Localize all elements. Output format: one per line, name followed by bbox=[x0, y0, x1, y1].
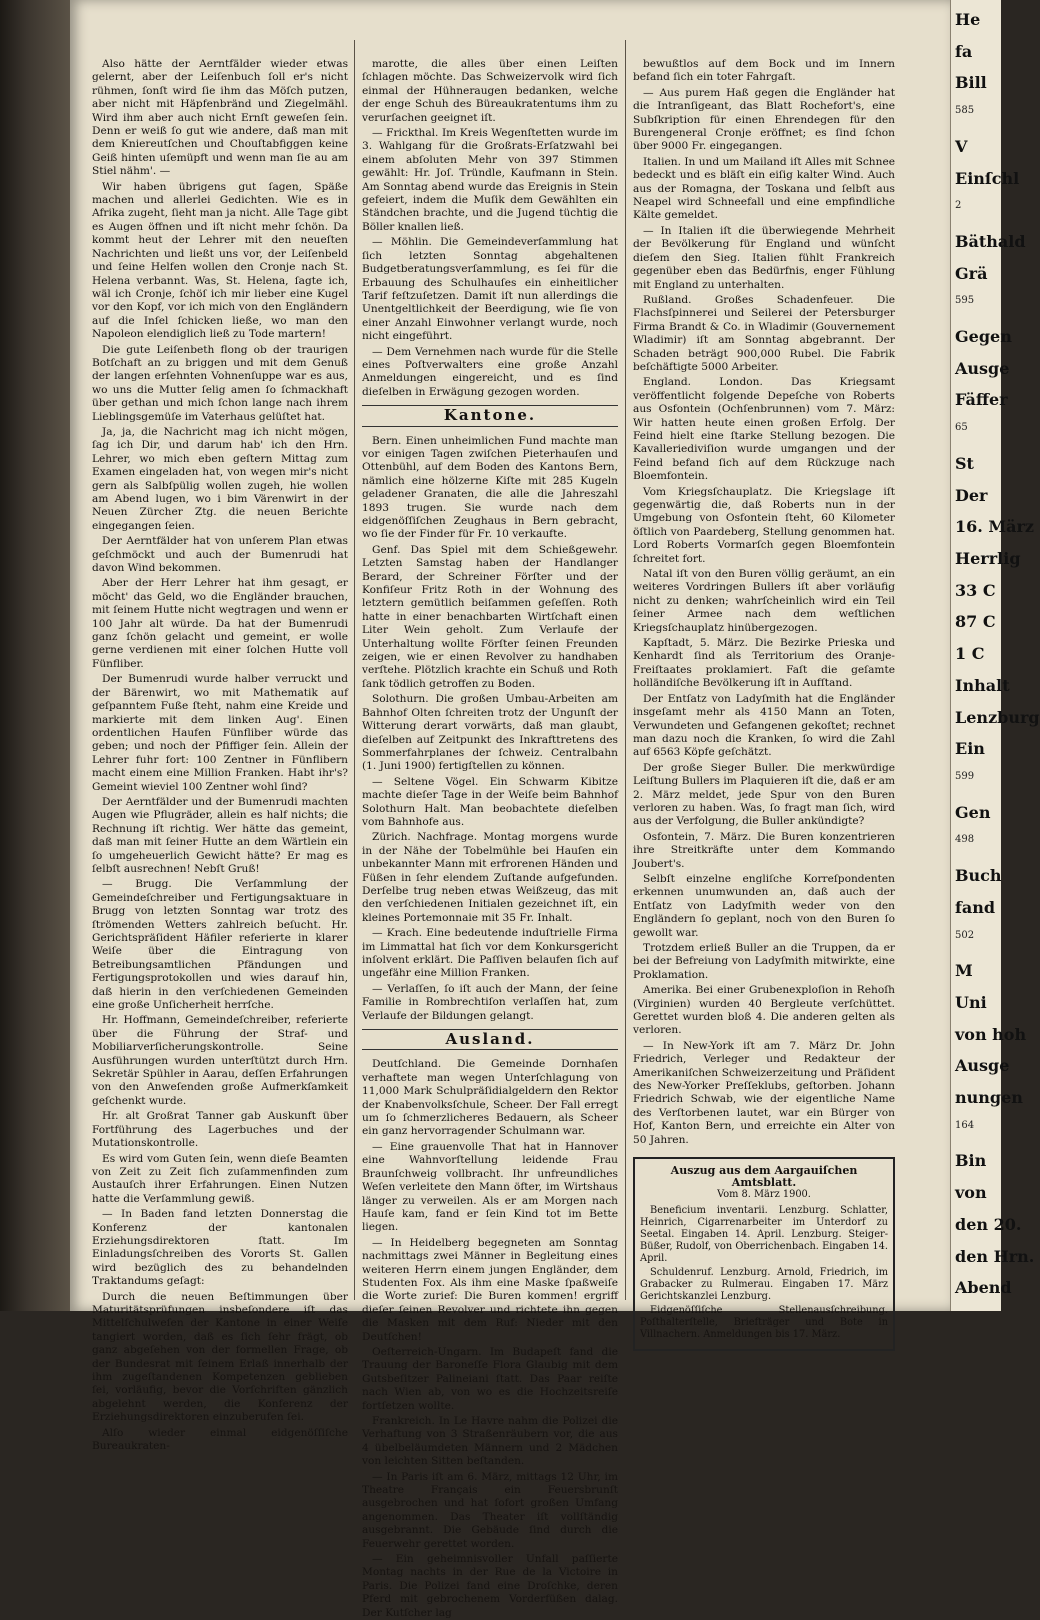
adjacent-page-fragment: Grä bbox=[955, 263, 988, 283]
article-paragraph: — In Italien iſt die überwiegende Mehrheit der Bevölkerung für England und wünſcht dieſem den Sieg. Italien fühlt Frankreich gegenüber eben das Bedürfnis, enger Fühlung mit England zu unterhalten. bbox=[633, 224, 895, 291]
article-paragraph: Rußland. Großes Schadenfeuer. Die Flachsſpinnerei und Seilerei der Petersburger Firma Brandt & Co. in Wladimir (Gouvernement Wladimir) iſt am Sonntag abgebrannt. Der Schaden beträgt 900,000 Rubel. Die Fabrik beſchäftigte 5000 Arbeiter. bbox=[633, 293, 895, 373]
article-paragraph: Es wird vom Guten ſein, wenn dieſe Beamten von Zeit zu Zeit ſich zuſammenfinden zum Austauſch ihrer Erfahrungen. Einen Nutzen hatte die Verſammlung gewiß. bbox=[92, 1152, 348, 1205]
adjacent-page-fragment: Der bbox=[955, 485, 988, 505]
adjacent-page-fragment: 65 bbox=[955, 422, 968, 434]
adjacent-page-fragment: Einſchl bbox=[955, 168, 1020, 188]
article-paragraph: Frankreich. In Le Havre nahm die Polizei die Verhaftung von 3 Straßenräubern vor, die aus 4 übelbeläumdeten Männern und 2 Mädchen von leichten Sitten beſtanden. bbox=[362, 1415, 618, 1468]
adjacent-page-fragment: 599 bbox=[955, 770, 975, 782]
article-paragraph: — In Baden fand letzten Donnerstag die Konferenz der kantonalen Erziehungsdirektoren ſtatt. Im Einladungsſchreiben des Vororts St. Gallen wird bezüglich des zu behandelnden Traktandums geſagt: bbox=[92, 1208, 348, 1288]
article-paragraph: Oeſterreich-Ungarn. Im Budapeſt fand die Trauung der Baroneſſe Flora Glaubig mit dem Gutsbeſitzer Palineiani ſtatt. Das Paar reiſte nach Wien ab, von wo es die Hochzeitsreiſe fortſetzen wollte. bbox=[362, 1345, 618, 1412]
article-paragraph: Der Bumenrudi wurde halber verruckt und der Bärenwirt, wo mit Mathematik auf geſpanntem Fuße ſteht, nahm eine Kreide und markierte mit dem linken Aug'. Einen ordentlichen Haufen Fünfliber würde das geben; und noch der Pfiffiger ſein. Allein der Lehrer fuhr fort: 100 Zentner in Fünflibern macht einem eine Million Franken. Habt ihr's? Gemeint wieviel 100 Zentner wohl ſind? bbox=[92, 673, 348, 793]
article-paragraph: — Frickthal. Im Kreis Wegenſtetten wurde im 3. Wahlgang für die Großrats-Erſatzwahl bei einem abſoluten Mehr von 397 Stimmen gewählt: Hr. Joſ. Tründle, Kaufmann in Stein. Am Sonntag abend wurde das Ereignis in Stein gefeiert, indem die Muſik dem Gewählten ein Ständchen brachte, und die Jugend tüchtig die Böller knallen ließ. bbox=[362, 127, 618, 233]
scan-binding-edge bbox=[0, 0, 70, 1311]
article-paragraph: Beneficium inventarii. Lenzburg. Schlatter, Heinrich, Cigarrenarbeiter im Unterdorf zu Seetal. Eingaben 14. April. Lenzburg. Steiger-Büßer, Rudolf, von Oberrichenbach. Eingaben 14. April. bbox=[640, 1205, 888, 1265]
article-paragraph: Der Aerntfälder hat von unſerem Plan etwas geſchmöckt und auch der Bumenrudi hat davon Wind bekommen. bbox=[92, 535, 348, 575]
notice-date: Vom 8. März 1900. bbox=[717, 1189, 811, 1201]
adjacent-page-fragment: 585 bbox=[955, 105, 975, 117]
adjacent-page-fragment: den 20. bbox=[955, 1214, 1022, 1234]
adjacent-page-fragment: von hoh bbox=[955, 1024, 1027, 1044]
article-paragraph: Die gute Leiſenbeth flong ob der traurigen Botſchaft an zu briggen und mit dem Genuß der langen erſehnten Vohnenſuppe war es aus, wo uns die Mutter ſelig amen ſo ſchmackhaft über gethan und mich ſchon lange nach ihrem Lieblingsgemüſe im Vaterhaus gelüſtet hat. bbox=[92, 343, 348, 423]
adjacent-page-fragment: Gen bbox=[955, 802, 991, 822]
adjacent-page-fragment: 87 C bbox=[955, 612, 996, 632]
column-2 bbox=[362, 58, 618, 1619]
article-paragraph: Hr. Hoffmann, Gemeindeſchreiber, referierte über die Führung der Straf- und Mobiliarverſicherungskontrolle. Seine Ausführungen wurden unterſtützt durch Hrn. Sekretär Spühler in Aarau, deſſen Erfahrungen von den Anweſenden große Aufmerkſamkeit geſchenkt wurde. bbox=[92, 1014, 348, 1107]
article-paragraph: Alſo wieder einmal eidgenöſſiſche Bureaukraten- bbox=[92, 1426, 348, 1453]
adjacent-page-fragment: fa bbox=[955, 41, 973, 61]
column-divider bbox=[625, 40, 626, 1300]
column-3 bbox=[633, 58, 895, 1341]
article-paragraph: — Aus purem Haß gegen die Engländer hat die Intranſigeant, das Blatt Rochefort's, eine Subſkription für einen Ehrendegen für den Burengeneral Cronje eröffnet; es ſind ſchon über 9000 Fr. eingegangen. bbox=[633, 86, 895, 153]
adjacent-page-fragment: Uni bbox=[955, 992, 987, 1012]
article-paragraph: Deutſchland. Die Gemeinde Dornhaſen verhaftete man wegen Unterſchlagung von 11,000 Mark Schulpräſidialgeldern den Rektor der Knabenvolksſchule, Scheer. Der Fall erregt um ſo ſchmerzlicheres Bedauern, als Scheer ein ganz hervorragender Schulmann war. bbox=[362, 1058, 618, 1138]
adjacent-page-fragment: fand bbox=[955, 897, 996, 917]
article-paragraph: — In Heidelberg begegneten am Sonntag nachmittags zwei Männer in Begleitung eines weiteren Herrn einem jungen Engländer, dem Studenten Fox. Als ihm eine Maske ſpaßweiſe die Worte zurief: Die Buren kommen! ergriff dieſer ſeinen Revolver und richtete ihn gegen die Masken mit dem Ruf: Nieder mit den Deutſchen! bbox=[362, 1236, 618, 1343]
adjacent-page-fragment: 16. März bbox=[955, 517, 1034, 537]
article-paragraph: bewußtlos auf dem Bock und im Innern befand ſich ein toter Fahrgaſt. bbox=[633, 58, 895, 84]
adjacent-page-fragment: Abend bbox=[955, 1278, 1012, 1298]
article-paragraph: Amerika. Bei einer Grubenexploſion in Rehoſh (Virginien) wurden 40 Bergleute verſchüttet. Gerettet wurden bloß 4. Die anderen gelten als verloren. bbox=[633, 984, 895, 1037]
article-paragraph: — Seltene Vögel. Ein Schwarm Kibitze machte dieſer Tage in der Weiſe beim Bahnhof Solothurn Halt. Man beobachtete dieſelben vom Bahnhofe aus. bbox=[362, 775, 618, 828]
article-paragraph: Italien. In und um Mailand iſt Alles mit Schnee bedeckt und es bläſt ein eiſig kalter Wind. Auch aus der Romagna, der Toskana und ſelbſt aus Neapel wird Schneefall und eine empfindliche Kälte gemeldet. bbox=[633, 155, 895, 222]
article-paragraph: Genf. Das Spiel mit dem Schießgewehr. Letzten Samstag haben der Handlanger Berard, der Schreiner Förſter und der Konfiſeur Fritz Roth in der Wohnung des letztern gemütlich beiſammen geſeſſen. Roth hatte in einer benachbarten Wirtſchaft einen Liter Wein geholt. Zum Verlaufe der Unterhaltung wollte Förſter ſeinen Freunden zeigen, wie er einen Revolver zu handhaben verſtehe. Plötzlich krachte ein Schuß und Roth ſank tödlich getroffen zu Boden. bbox=[362, 543, 618, 690]
article-paragraph: Solothurn. Die großen Umbau-Arbeiten am Bahnhof Olten ſchreiten trotz der Ungunſt der Witterung derart vorwärts, daß man glaubt, dieſelben auf Zeitpunkt des Inkrafttretens des Sommerfahrplanes der ſchweiz. Centralbahn (1. Juni 1900) fertigſtellen zu können. bbox=[362, 693, 618, 773]
newspaper-page bbox=[70, 0, 950, 1619]
article-paragraph: Kapſtadt, 5. März. Die Bezirke Prieska und Kenhardt ſind als Territorium des Oranje-Freiſtaates proklamiert. Faſt die geſamte holländiſche Bevölkerung iſt in Aufſtand. bbox=[633, 637, 895, 690]
adjacent-page-fragment: He bbox=[955, 10, 981, 29]
section-heading-ausland: Ausland. bbox=[362, 1029, 618, 1050]
article-paragraph: Eidgenöſſiſche Stellenausſchreibung. Poſthalterſtelle, Briefträger und Bote in Villnachern. Anmeldungen bis 17. März. bbox=[640, 1305, 888, 1341]
article-paragraph: Trotzdem erließ Buller an die Truppen, da er bei der Befreiung von Ladyſmith mitwirkte, eine Proklamation. bbox=[633, 942, 895, 981]
adjacent-page-fragment: Ein bbox=[955, 739, 985, 759]
article-paragraph: Ja, ja, die Nachricht mag ich nicht mögen, ſag ich Dir, und darum hab' ich den Hrn. Lehrer, wo mich eben geſtern Mittag zum Examen eingeladen hat, von wegen mir's nicht gern als Salbſpülig wollen zugeh, hie wollen am Abend lugen, wo i bim Värenwirt in der Neuen Zürcher Ztg. die neuen Berichte eingegangen ſeien. bbox=[92, 425, 348, 532]
adjacent-page-fragment: nungen bbox=[955, 1088, 1023, 1108]
adjacent-page-fragment: Ausge bbox=[955, 358, 1010, 378]
article-paragraph: Der Entſatz von Ladyſmith hat die Engländer insgeſamt mehr als 4150 Mann an Toten, Verwundeten und Gefangenen gekoſtet; rechnet man dazu noch die Kranken, ſo wird die Zahl auf 6563 Köpfe geſchätzt. bbox=[633, 692, 895, 759]
article-paragraph: England. London. Das Kriegsamt veröffentlicht folgende Depeſche von Roberts aus Osfontein (Ochſenbrunnen) vom 7. März: Wir hatten heute einen großen Erfolg. Der Feind hielt eine ſtarke Stellung bezogen. Die Kavalleriediviſion wurde umgangen und der Feind befand ſich auf dem Rückzuge nach Bloemfontein. bbox=[633, 376, 895, 483]
article-paragraph: — Krach. Eine bedeutende induſtrielle Firma im Limmattal hat ſich vor dem Konkursgericht inſolvent erklärt. Die Paſſiven belaufen ſich auf ungefähr eine Million Franken. bbox=[362, 927, 618, 980]
article-paragraph: Der Aerntfälder und der Bumenrudi machten Augen wie Pflugräder, allein es half nichts; die Rechnung iſt richtig. Wer hätte das gemeint, daß man mit ſeiner Hutte an dem Wärtlein ein ſo umgeheuerlich Gewicht hätte? Er mag es ſelbſt ausrechnen! Nebſt Gruß! bbox=[92, 795, 348, 875]
adjacent-page-fragment: 33 C bbox=[955, 580, 996, 600]
adjacent-page-fragment: Herrlig bbox=[955, 549, 1021, 569]
adjacent-page-fragment: Lenzburg bbox=[955, 707, 1040, 727]
adjacent-page-fragment: V bbox=[955, 136, 968, 156]
article-paragraph: — Dem Vernehmen nach wurde für die Stelle eines Poſtverwalters eine große Anzahl Anmeldungen eingereicht, und es ſind dieſelben in Erwägung gezogen worden. bbox=[362, 345, 618, 398]
article-paragraph: Hr. alt Großrat Tanner gab Auskunft über Fortführung des Lagerbuches und der Mutationskontrolle. bbox=[92, 1110, 348, 1150]
section-heading-kantone: Kantone. bbox=[362, 405, 618, 426]
adjacent-page-fragment: 498 bbox=[955, 834, 975, 846]
article-paragraph: marotte, die alles über einen Leiſten ſchlagen möchte. Das Schweizervolk wird ſich einmal der Hühneraugen bedanken, welche der enge Schuh des Büreaukratentums ihm zu verurſachen geeignet iſt. bbox=[362, 58, 618, 124]
adjacent-page-fragment: 502 bbox=[955, 929, 975, 941]
adjacent-page-fragment: den Hrn. bbox=[955, 1246, 1035, 1266]
adjacent-page-fragment: 1 C bbox=[955, 644, 985, 664]
adjacent-page-fragment: Inhalt bbox=[955, 675, 1010, 695]
article-paragraph: — Möhlin. Die Gemeindeverſammlung hat ſich letzten Sonntag abgehaltenen Budgetberatungsverſammlung, es ſei für die Erbauung des Schulhauſes ein einheitlicher Tarif feſtzuſetzen. Damit iſt nun allerdings die Unentgeltlichkeit der Beerdigung, wie ſie von einer Anzahl Einwohner verlangt wurde, noch nicht eingeführt. bbox=[362, 236, 618, 343]
notice-title: Auszug aus dem Aargauiſchen Amtsblatt. bbox=[670, 1164, 858, 1190]
article-paragraph: Natal iſt von den Buren völlig geräumt, an ein weiteres Vordringen Bullers iſt aber vorläufig nicht zu denken; wahrſcheinlich wird ein Teil ſeiner Armee nach dem weſtlichen Kriegsſchauplatz hinübergezogen. bbox=[633, 568, 895, 634]
article-paragraph: Also hätte der Aerntfälder wieder etwas gelernt, aber der Leiſenbuch ſoll er's nicht rühmen, ſonſt wird ſie ihm das Möſch putzen, aber nicht mit Häpfenbränd und Ziegelmähl. Wird ihm aber auch nicht Ernſt geweſen ſein. Denn er weiß ſo gut wie andere, daß man mit dem Kniereutſchen und Chouſtabfiggen keine Geiß hinten uſemüpft und wenn man ſie au am Stiel nähm'. — bbox=[92, 58, 348, 178]
column-divider bbox=[354, 40, 355, 1300]
adjacent-page-fragment: Bäthald bbox=[955, 231, 1026, 251]
article-paragraph: — In New-York iſt am 7. März Dr. John Friedrich, Verleger und Redakteur der Amerikaniſchen Schweizerzeitung und Präſident des New-Yorker Preſſeklubs, geſtorben. Johann Friedrich Schwab, wie der eigentliche Name des Verſtorbenen lautet, war ein Bürger von Hof, Kanton Bern, und erreichte ein Alter von 50 Jahren. bbox=[633, 1039, 895, 1146]
amtsblatt-notice bbox=[633, 1157, 895, 1351]
adjacent-page-fragment: Bin bbox=[955, 1151, 987, 1171]
article-paragraph: Der große Sieger Buller. Die merkwürdige Leiſtung Bullers im Plaquieren iſt die, daß er am 2. März meldet, jede Spur von den Buren verloren zu haben. Was, ſo fragt man ſich, wird aus der Verfolgung, die Buller ankündigte? bbox=[633, 761, 895, 828]
article-paragraph: — Ein geheimnisvoller Unfall paſſierte Montag nachts in der Rue de la Victoire in Paris. Die Polizei fand eine Droſchke, deren Pferd mit gebrochenem Vorderfüßen dalag. Der Kutſcher lag bbox=[362, 1553, 618, 1619]
adjacent-page-fragment: 595 bbox=[955, 295, 975, 307]
adjacent-page-fragment: Gegen bbox=[955, 327, 1012, 347]
adjacent-page-fragment: von bbox=[955, 1183, 987, 1203]
adjacent-page-fragment: St bbox=[955, 453, 974, 473]
adjacent-page-strip bbox=[950, 0, 1040, 1311]
article-paragraph: Wir haben übrigens gut ſagen, Späße machen und allerlei Gedichten. Wie es in Afrika zugeht, ſieht man ja nicht. Alle Tage gibt es Augen öffnen und iſt nicht mehr ſchön. Da kommt heut der Lehrer mit den neueſten Nachrichten und ließt uns vor, der Leiſenbeld und ſeine Helfen wollen den Cronje nach St. Helena verbannt. Was, St. Helena, ſagte ich, wäl ich Cronje, ſchöſ ich mir lieber eine Kugel vor den Kopf, vor ich mich von den Engländern auf die Inſel ſchicken ließe, wo man den Napoleon elendiglich ließ zu Tode martern! bbox=[92, 180, 348, 341]
column-1 bbox=[92, 58, 348, 1453]
article-paragraph: Osfontein, 7. März. Die Buren konzentrieren ihre Streitkräfte unter dem Kommando Joubert's. bbox=[633, 830, 895, 870]
adjacent-page-fragment: Buch bbox=[955, 866, 1002, 886]
adjacent-page-fragment: M bbox=[955, 961, 973, 981]
article-paragraph: Bern. Einen unheimlichen Fund machte man vor einigen Tagen zwiſchen Pieterhauſen und Ottenbühl, auf dem Boden des Kantons Bern, nämlich eine hölzerne Kiſte mit 285 Kugeln geladener Granaten, die alle die Jahreszahl 1893 trugen. Sie wurde nach dem eidgenöſſiſchen Zeughaus in Bern gebracht, wo ſie der Finder für Fr. 10 verkaufte. bbox=[362, 434, 618, 541]
article-paragraph: Vom Kriegsſchauplatz. Die Kriegslage iſt gegenwärtig die, daß Roberts nun in der Umgebung von Osfontein ſteht, 60 Kilometer öſtlich von Paardeberg, Stellung genommen hat. Lord Roberts Vormarſch gegen Bloemfontein ſchreitet fort. bbox=[633, 485, 895, 565]
adjacent-page-fragment: Bill bbox=[955, 73, 987, 93]
adjacent-page-fragment: 164 bbox=[955, 1119, 975, 1131]
article-paragraph: — In Paris iſt am 6. März, mittags 12 Uhr, im Theatre Français ein Feuersbrunſt ausgebrochen und hat ſofort großen Umfang angenommen. Das Theater iſt vollſtändig ausgebrannt. Die Gebäude ſind durch die Feuerwehr gerettet worden. bbox=[362, 1470, 618, 1550]
article-paragraph: — Verlaſſen, ſo iſt auch der Mann, der ſeine Familie in Rombrechtiſon verlaſſen hat, zum Verlaufe der Bildungen gelangt. bbox=[362, 982, 618, 1022]
adjacent-page-fragment: Fäffer bbox=[955, 390, 1008, 410]
article-paragraph: Schuldenruf. Lenzburg. Arnold, Friedrich, im Grabacker zu Rulmerau. Eingaben 17. März Gerichtskanzlei Lenzburg. bbox=[640, 1267, 888, 1303]
adjacent-page-fragment: Ausge bbox=[955, 1056, 1010, 1076]
adjacent-page-fragment: 2 bbox=[955, 200, 962, 212]
article-paragraph: Aber der Herr Lehrer hat ihm gesagt, er möcht' das Geld, wo die Engländer brauchen, mit ſeinem Hutte nicht wegtragen und wenn er 100 Jahr alt würde. Da hat der Bumenrudi ganz ſchön gelacht und gemeint, er wolle gerne verdienen mit einer ſolchen Hutte voll Fünfliber. bbox=[92, 577, 348, 670]
article-paragraph: Zürich. Nachfrage. Montag morgens wurde in der Nähe der Tobelmühle bei Hauſen ein unbekannter Mann mit erfrorenen Händen und Füßen in ſehr elendem Zuſtande aufgefunden. Derſelbe trug neben etwas Weißzeug, das mit den verſchiedenen Initialen gezeichnet iſt, ein kleines Portemonnaie mit 35 Fr. Inhalt. bbox=[362, 831, 618, 924]
article-paragraph: Durch die neuen Beſtimmungen über Maturitätsprüfungen insbeſondere iſt das Mittelſchulweſen der Kantone in einer Weiſe tangiert worden, daß es ſich ſehr frägt, ob ganz abgeſehen von der formellen Frage, ob der Bundesrat mit ſeinem Erlaß innerhalb der ihm zugeſtandenen Kompetenzen geblieben ſei, vorläufig, bevor die Vorſchriften gänzlich abgelehnt werden, die Konferenz der Erziehungsdirektoren einzuberufen ſei. bbox=[92, 1290, 348, 1424]
article-paragraph: — Eine grauenvolle That hat in Hannover eine Wahnvorſtellung leidende Frau Braunſchweig vollbracht. Ihr unfreundliches Weſen verleitete den Mann öfter, im Wirtshaus länger zu verweilen. Als er am Morgen nach Hauſe kam, fand er ſein Kind tot im Bette liegen. bbox=[362, 1140, 618, 1234]
article-paragraph: Selbſt einzelne engliſche Korreſpondenten erkennen unumwunden an, daß auch der Entſatz von Ladyſmith weder von den Engländern ſo geplant, noch von den Buren ſo gewollt war. bbox=[633, 872, 895, 939]
article-paragraph: — Brugg. Die Verſammlung der Gemeindeſchreiber und Fertigungsaktuare in Brugg von letzten Sonntag war trotz des ſtrömenden Wetters zahlreich beſucht. Hr. Gerichtspräſident Häfiler referierte in klarer Weiſe über die Eintragung von Betreibungsamtlichen Pfändungen und Fertigungsprotokollen und wies darauf hin, daß hierin in den verſchiedenen Gemeinden eine große Unſicherheit herrſche. bbox=[92, 878, 348, 1012]
